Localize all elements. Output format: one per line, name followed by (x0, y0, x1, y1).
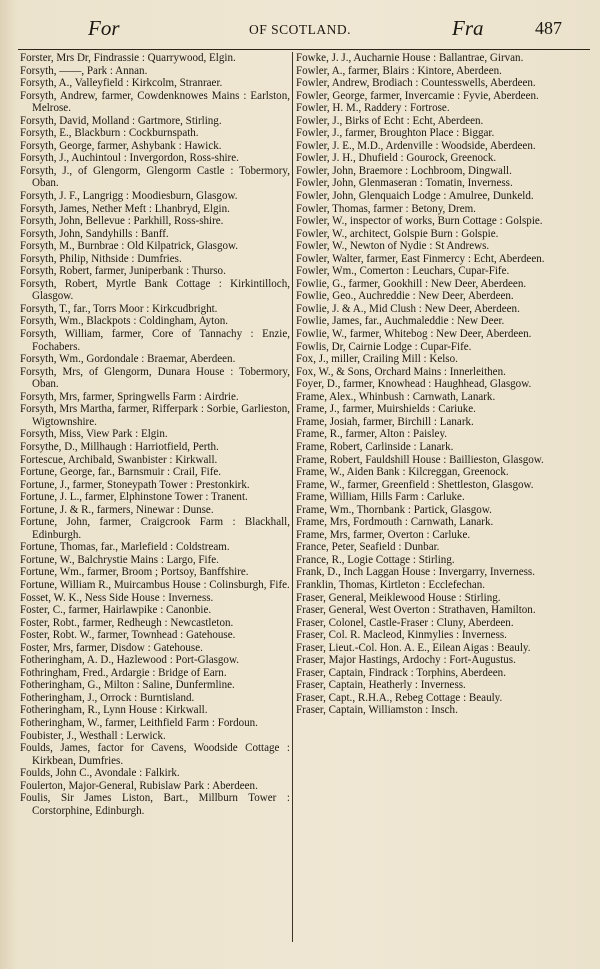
directory-entry: Forsyth, James, Nether Meft : Lhanbryd, Elgin. (20, 202, 230, 215)
directory-entry: Forsyth, William, farmer, Core of Tannachy : Enzie, Fochabers. (20, 328, 290, 353)
directory-entry: Fowler, H. M., Raddery : Fortrose. (296, 102, 450, 115)
directory-entry: Frame, Mrs, farmer, Overton : Carluke. (296, 528, 471, 541)
directory-entry: Forsyth, J. F., Langrigg : Moodiesburn, Glasgow. (20, 190, 238, 203)
directory-entry: Forsyth, Robert, farmer, Juniperbank : Thurso. (20, 265, 226, 278)
directory-entry: Forsythe, D., Millhaugh : Harriotfield, Perth. (20, 440, 219, 453)
header-rule (18, 49, 590, 50)
directory-entry: Fraser, Captain, Williamston : Insch. (296, 704, 458, 717)
directory-entry: Fowler, J. H., Dhufield : Gourock, Greenock. (296, 152, 497, 165)
directory-entry: Fortune, Thomas, far., Marlefield : Coldstream. (20, 541, 230, 554)
directory-entry: Forsyth, Wm., Gordondale : Braemar, Aberdeen. (20, 353, 236, 366)
directory-entry: Frame, Josiah, farmer, Birchill : Lanark. (296, 415, 474, 428)
directory-entry: Fortune, John, farmer, Craigcrook Farm : Blackhall, Edinburgh. (20, 516, 290, 541)
directory-entry: Fowke, J. J., Aucharnie House : Ballantrae, Girvan. (296, 52, 524, 64)
directory-entry: Fowlie, G., farmer, Gookhill : New Deer, Aberdeen. (296, 277, 527, 290)
directory-entry: Fowlie, J. & A., Mid Clush : New Deer, Aberdeen. (296, 302, 520, 315)
directory-entry: Fowler, W., Newton of Nydie : St Andrews. (296, 240, 490, 253)
directory-entry: Frame, Wm., Thornbank : Partick, Glasgow. (296, 503, 492, 516)
directory-entry: Forsyth, J., of Glengorm, Glengorm Castle : Tobermory, Oban. (20, 164, 290, 190)
column-divider (292, 52, 293, 942)
directory-entry: Franklin, Thomas, Kirtleton : Ecclefechan. (296, 578, 486, 591)
directory-entry: Fowler, John, Braemore : Lochbroom, Dingwall. (296, 164, 512, 177)
directory-entry: Foster, Robt., farmer, Redheugh : Newcastleton. (20, 616, 234, 629)
directory-entry: Forsyth, Philip, Nithside : Dumfries. (20, 252, 182, 265)
directory-entry: Fowler, J., Birks of Echt : Echt, Aberdeen. (296, 114, 484, 127)
directory-entry: Foster, Mrs, farmer, Disdow : Gatehouse. (20, 641, 203, 654)
directory-entry: Fox, J., miller, Crailing Mill : Kelso. (296, 353, 458, 366)
directory-entry: France, R., Logie Cottage : Stirling. (296, 553, 455, 566)
directory-entry: Fowlie, W., farmer, Whitebog : New Deer, Aberdeen. (296, 328, 532, 341)
directory-entry: Forsyth, Andrew, farmer, Cowdenknowes Mains : Earlston, Melrose. (20, 89, 290, 115)
directory-entry: Fraser, Capt., R.H.A., Rebeg Cottage : Beauly. (296, 691, 503, 704)
directory-entry: Foyer, D., farmer, Knowhead : Haughhead, Glasgow. (296, 378, 532, 391)
directory-entry: Fortune, William R., Muircambus House : Colinsburgh, Fife. (20, 578, 290, 591)
directory-entry: Fowler, George, farmer, Invercamie : Fyvie, Aberdeen. (296, 89, 539, 102)
directory-entry: Frame, Robert, Carlinside : Lanark. (296, 440, 454, 453)
page-number: 487 (535, 18, 562, 38)
directory-entry: Frame, Alex., Whinbush : Carnwath, Lanark. (296, 390, 496, 403)
left-column (20, 52, 290, 942)
directory-entry: Fowler, Andrew, Brodiach : Countesswells, Aberdeen. (296, 77, 536, 90)
directory-entry: Fowler, W., architect, Golspie Burn : Golspie. (296, 227, 499, 240)
directory-entry: Fraser, Major Hastings, Ardochy : Fort-Augustus. (296, 654, 516, 667)
directory-entry: Frame, Robert, Fauldshill House : Baillieston, Glasgow. (296, 453, 544, 466)
directory-entry: Fortune, Wm., farmer, Broom ; Portsoy, Banffshire. (20, 566, 249, 579)
directory-entry: Foulds, John C., Avondale : Falkirk. (20, 767, 180, 780)
header-title: OF SCOTLAND. (248, 22, 351, 37)
directory-entry: Foubister, J., Westhall : Lerwick. (20, 729, 166, 742)
directory-entry: Fraser, Captain, Heatherly : Inverness. (296, 679, 466, 692)
directory-entry: Forsyth, Mrs, of Glengorm, Dunara House : Tobermory, Oban. (20, 365, 290, 391)
directory-entry: Foulis, Sir James Liston, Bart., Millburn Tower : Corstorphine, Edinburgh. (20, 792, 290, 817)
directory-entry: Frame, W., Aiden Bank : Kilcreggan, Greenock. (296, 466, 509, 479)
directory-entry: Forsyth, Wm., Blackpots : Coldingham, Ayton. (20, 315, 229, 328)
directory-entry: Fowlie, James, far., Auchmaleddie : New Deer. (296, 315, 505, 328)
directory-entry: Forsyth, George, farmer, Ashybank : Hawick. (20, 139, 222, 152)
directory-entry: Forsyth, Mrs, farmer, Springwells Farm : Airdrie. (20, 390, 239, 403)
directory-entry: Forsyth, J., Auchintoul : Invergordon, Ross-shire. (20, 152, 239, 165)
directory-entry: Fraser, General, Meiklewood House : Stirling. (296, 591, 501, 604)
directory-entry: Fraser, Col. R. Macleod, Kinmylies : Inverness. (296, 629, 507, 642)
directory-entry: Forsyth, Robert, Myrtle Bank Cottage : Kirkintilloch, Glasgow. (20, 277, 290, 303)
directory-entry: Fotheringham, A. D., Hazlewood : Port-Glasgow. (20, 654, 239, 667)
directory-entry: Fowler, J. E., M.D., Ardenville : Woodside, Aberdeen. (296, 139, 536, 152)
directory-entry: Frame, J., farmer, Muirshields : Cariuke. (296, 403, 476, 416)
directory-entry: Frame, William, Hills Farm : Carluke. (296, 491, 465, 504)
directory-entry: Forsyth, E., Blackburn : Cockburnspath. (20, 127, 199, 140)
directory-entry: Fothringham, Fred., Ardargie : Bridge of Earn. (20, 666, 227, 679)
directory-entry: Fowler, John, Glenquaich Lodge : Amulree, Dunkeld. (296, 190, 534, 203)
right-column (296, 52, 588, 942)
directory-entry: France, Peter, Seafield : Dunbar. (296, 541, 440, 554)
directory-entry: Frame, W., farmer, Greenfield : Shettleston, Glasgow. (296, 478, 534, 491)
directory-entry: Fraser, Colonel, Castle-Fraser : Cluny, Aberdeen. (296, 616, 514, 629)
directory-entry: Fraser, General, West Overton : Strathaven, Hamilton. (296, 604, 536, 617)
directory-entry: Fortune, George, far., Barnsmuir : Crail, Fife. (20, 466, 222, 479)
directory-entry: Fortune, J., farmer, Stoneypath Tower : Prestonkirk. (20, 478, 250, 491)
directory-entry: Fowler, Thomas, farmer : Betony, Drem. (296, 202, 476, 215)
directory-entry: Fowler, Wm., Comerton : Leuchars, Cupar-Fife. (296, 265, 510, 278)
directory-entry: Fortune, J. & R., farmers, Ninewar : Dunse. (20, 503, 214, 516)
directory-entry: Fotheringham, G., Milton : Saline, Dunfermline. (20, 679, 235, 692)
header-last-entry: Fra (452, 16, 484, 40)
directory-entry: Fraser, Captain, Findrack : Torphins, Aberdeen. (296, 666, 506, 679)
directory-entry: Fortescue, Archibald, Swanbister : Kirkwall. (20, 453, 218, 466)
directory-entry: Forsyth, John, Sandyhills : Banff. (20, 227, 169, 240)
directory-entry: Forster, Mrs Dr, Findrassie : Quarrywood, Elgin. (20, 52, 236, 64)
directory-entry: Fox, W., & Sons, Orchard Mains : Innerleithen. (296, 365, 506, 378)
directory-entry: Foulds, James, factor for Cavens, Woodside Cottage : Kirkbean, Dumfries. (20, 742, 290, 767)
directory-entry: Fowler, A., farmer, Blairs : Kintore, Aberdeen. (296, 64, 502, 77)
running-header (0, 16, 600, 46)
directory-entry: Foulerton, Major-General, Rubislaw Park : Aberdeen. (20, 779, 258, 792)
directory-entry: Fotheringham, W., farmer, Leithfield Farm : Fordoun. (20, 716, 258, 729)
directory-entry: Fowler, W., inspector of works, Burn Cottage : Golspie. (296, 215, 543, 228)
directory-entry: Foster, C., farmer, Hairlawpike : Canonbie. (20, 604, 212, 617)
directory-entry: Fowlie, Geo., Auchreddie : New Deer, Aberdeen. (296, 290, 514, 303)
directory-entry: Frank, D., Inch Laggan House : Invergarry, Inverness. (296, 566, 535, 579)
directory-entry: Fortune, J. L., farmer, Elphinstone Tower : Tranent. (20, 491, 248, 504)
directory-entry: Fraser, Lieut.-Col. Hon. A. E., Eilean Aigas : Beauly. (296, 641, 531, 654)
directory-entry: Forsyth, A., Valleyfield : Kirkcolm, Stranraer. (20, 77, 223, 90)
directory-entry: Fotheringham, R., Lynn House : Kirkwall. (20, 704, 208, 717)
directory-entry: Forsyth, T., far., Torrs Moor : Kirkcudbright. (20, 302, 218, 315)
directory-entry: Forsyth, M., Burnbrae : Old Kilpatrick, Glasgow. (20, 240, 239, 253)
directory-entry: Forsyth, David, Molland : Gartmore, Stirling. (20, 114, 222, 127)
directory-entry: Fowlis, Dr, Cairnie Lodge : Cupar-Fife. (296, 340, 472, 353)
directory-entry: Fowler, John, Glenmaseran : Tomatin, Inverness. (296, 177, 513, 190)
directory-entry: Foster, Robt. W., farmer, Townhead : Gatehouse. (20, 629, 236, 642)
header-first-entry: For (88, 16, 120, 40)
directory-entry: Forsyth, Mrs Martha, farmer, Rifferpark : Sorbie, Garlieston, Wigtownshire. (20, 403, 290, 428)
directory-entry: Forsyth, John, Bellevue : Parkhill, Ross-shire. (20, 215, 224, 228)
directory-entry: Fowler, J., farmer, Broughton Place : Biggar. (296, 127, 495, 140)
directory-entry: Fowler, Walter, farmer, East Finmercy : Echt, Aberdeen. (296, 252, 545, 265)
directory-entry: Fortune, W., Balchrystie Mains : Largo, Fife. (20, 553, 219, 566)
directory-entry: Fotheringham, J., Orrock : Burntisland. (20, 691, 195, 704)
directory-entry: Fosset, W. K., Ness Side House : Inverness. (20, 591, 214, 604)
directory-entry: Frame, Mrs, Fordmouth : Carnwath, Lanark. (296, 516, 494, 529)
directory-entry: Frame, R., farmer, Alton : Paisley. (296, 428, 448, 441)
directory-entry: Forsyth, ——, Park : Annan. (20, 64, 148, 77)
directory-entry: Forsyth, Miss, View Park : Elgin. (20, 428, 168, 441)
